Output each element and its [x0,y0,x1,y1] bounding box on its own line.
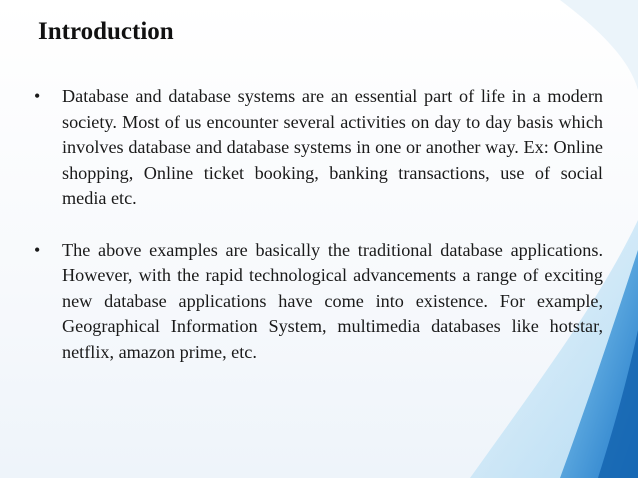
bullet-text: Database and database systems are an essential part of life in a modern society. Most of us encounter several activities on day to day basis which involves database and database systems in one or another way. Ex: Online shopping, Online ticket booking, banking transactions, use of social media etc. [62,86,603,208]
slide-title: Introduction [38,18,174,45]
bullet-item [28,238,603,366]
bullet-list [28,84,603,365]
bullet-marker: • [34,239,41,260]
bullet-marker: • [34,86,41,106]
top-right-wave [560,0,638,90]
bullet-text: The above examples are basically the traditional database applications. However, with the rapid technological advancements a range of exciting new database applications have come into existence. For example, Geographical Information System, multimedia databases like hotstar, netflix, amazon prime, etc. [62,239,603,362]
bullet-item [28,84,603,212]
